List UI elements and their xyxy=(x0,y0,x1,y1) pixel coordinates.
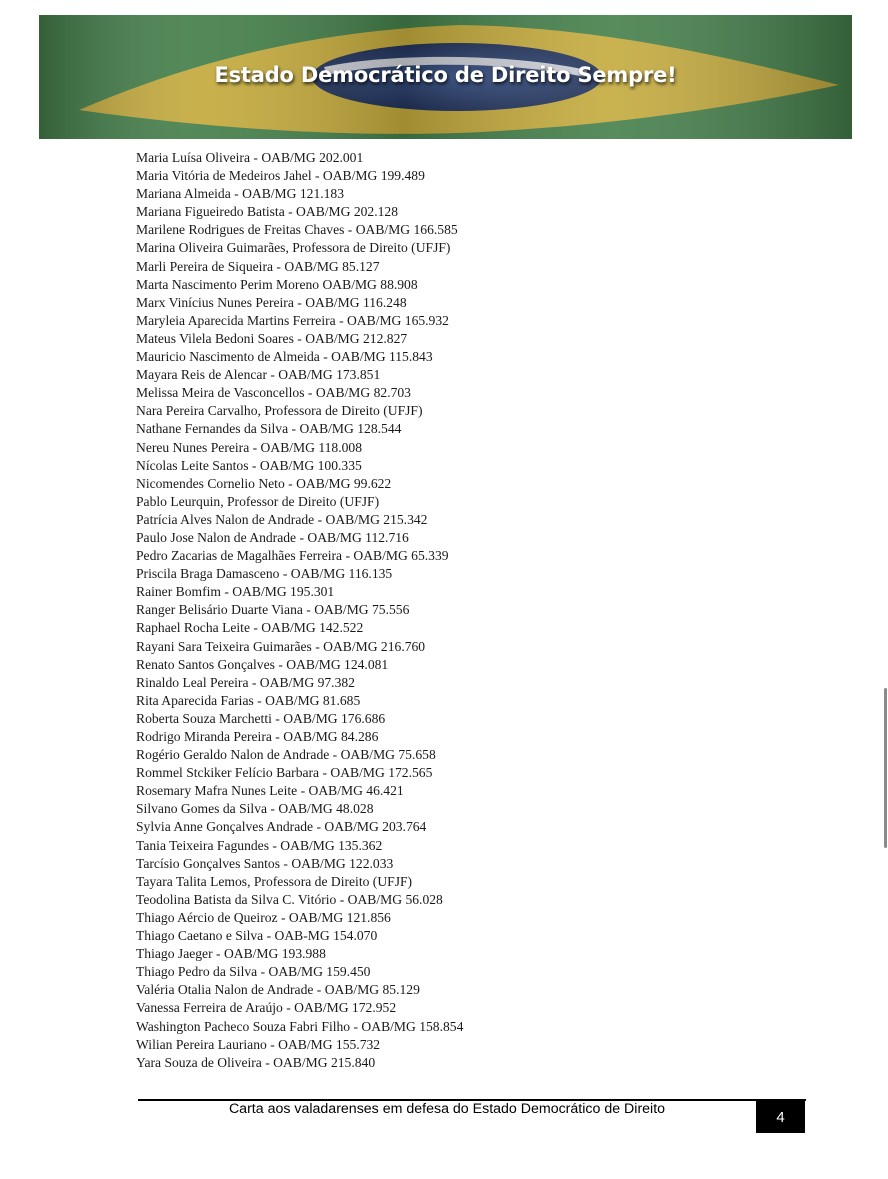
signatory-item: Teodolina Batista da Silva C. Vitório - OAB/MG 56.028 xyxy=(136,891,443,907)
signatory-item: Rita Aparecida Farias - OAB/MG 81.685 xyxy=(136,692,361,708)
signatory-item: Marilene Rodrigues de Freitas Chaves - OAB/MG 166.585 xyxy=(136,222,458,238)
signatory-item: Pedro Zacarias de Magalhães Ferreira - OAB/MG 65.339 xyxy=(136,548,449,564)
signatory-item: Valéria Otalia Nalon de Andrade - OAB/MG 85.129 xyxy=(136,982,420,998)
signatory-item: Paulo Jose Nalon de Andrade - OAB/MG 112.716 xyxy=(136,529,409,545)
signatory-item: Priscila Braga Damasceno - OAB/MG 116.135 xyxy=(136,566,393,582)
signatory-item: Washington Pacheco Souza Fabri Filho - OAB/MG 158.854 xyxy=(136,1018,464,1034)
signatory-item: Thiago Caetano e Silva - OAB-MG 154.070 xyxy=(136,928,378,944)
signatory-item: Marli Pereira de Siqueira - OAB/MG 85.127 xyxy=(136,258,380,274)
signatory-item: Maria Luísa Oliveira - OAB/MG 202.001 xyxy=(136,150,364,165)
signatory-item: Mauricio Nascimento de Almeida - OAB/MG 115.843 xyxy=(136,349,433,365)
signatory-item: Rinaldo Leal Pereira - OAB/MG 97.382 xyxy=(136,674,355,690)
signatory-item: Rayani Sara Teixeira Guimarães - OAB/MG 216.760 xyxy=(136,638,426,654)
signatory-item: Tarcísio Gonçalves Santos - OAB/MG 122.033 xyxy=(136,855,394,871)
signatory-item: Thiago Jaeger - OAB/MG 193.988 xyxy=(136,946,326,962)
signatory-item: Nara Pereira Carvalho, Professora de Direito (UFJF) xyxy=(136,403,423,419)
signatory-item: Vanessa Ferreira de Araújo - OAB/MG 172.952 xyxy=(136,1000,397,1016)
signatory-list xyxy=(136,149,463,1072)
signatory-item: Maria Vitória de Medeiros Jahel - OAB/MG 199.489 xyxy=(136,168,425,184)
signatory-item: Nícolas Leite Santos - OAB/MG 100.335 xyxy=(136,457,362,473)
signatory-item: Pablo Leurquin, Professor de Direito (UFJF) xyxy=(136,493,380,509)
signatory-item: Mariana Figueiredo Batista - OAB/MG 202.128 xyxy=(136,204,399,220)
banner-title: Estado Democrático de Direito Sempre! xyxy=(214,63,677,87)
signatory-item: Melissa Meira de Vasconcellos - OAB/MG 82.703 xyxy=(136,385,411,401)
page-number: 4 xyxy=(756,1101,805,1133)
signatory-item: Ranger Belisário Duarte Viana - OAB/MG 75.556 xyxy=(136,602,410,618)
signatory-item: Nereu Nunes Pereira - OAB/MG 118.008 xyxy=(136,439,363,455)
signatory-item: Rosemary Mafra Nunes Leite - OAB/MG 46.421 xyxy=(136,783,404,799)
signatory-item: Nicomendes Cornelio Neto - OAB/MG 99.622 xyxy=(136,475,392,491)
signatory-item: Mariana Almeida - OAB/MG 121.183 xyxy=(136,186,345,202)
signatory-item: Renato Santos Gonçalves - OAB/MG 124.081 xyxy=(136,656,389,672)
scroll-edge-indicator xyxy=(884,688,887,848)
header-banner xyxy=(39,15,852,139)
signatory-item: Mateus Vilela Bedoni Soares - OAB/MG 212.827 xyxy=(136,330,408,346)
signatory-item: Marina Oliveira Guimarães, Professora de Direito (UFJF) xyxy=(136,240,451,256)
signatory-item: Rommel Stckiker Felício Barbara - OAB/MG 172.565 xyxy=(136,765,433,781)
signatory-item: Rodrigo Miranda Pereira - OAB/MG 84.286 xyxy=(136,729,379,744)
signatory-item: Tayara Talita Lemos, Professora de Direito (UFJF) xyxy=(136,873,413,889)
signatory-item: Sylvia Anne Gonçalves Andrade - OAB/MG 203.764 xyxy=(136,819,427,835)
signatory-item: Mayara Reis de Alencar - OAB/MG 173.851 xyxy=(136,367,381,383)
signatory-item: Nathane Fernandes da Silva - OAB/MG 128.544 xyxy=(136,421,402,437)
signatory-item: Marta Nascimento Perim Moreno OAB/MG 88.908 xyxy=(136,276,418,292)
footer-text: Carta aos valadarenses em defesa do Estado Democrático de Direito xyxy=(228,1101,666,1117)
signatory-item: Silvano Gomes da Silva - OAB/MG 48.028 xyxy=(136,801,374,817)
signatory-item: Thiago Aércio de Queiroz - OAB/MG 121.856 xyxy=(136,909,391,925)
signatory-item: Wilian Pereira Lauriano - OAB/MG 155.732 xyxy=(136,1036,381,1052)
signatory-item: Thiago Pedro da Silva - OAB/MG 159.450 xyxy=(136,964,371,980)
signatory-item: Rogério Geraldo Nalon de Andrade - OAB/MG 75.658 xyxy=(136,747,436,763)
signatory-item: Maryleia Aparecida Martins Ferreira - OAB/MG 165.932 xyxy=(136,312,449,328)
signatory-item: Yara Souza de Oliveira - OAB/MG 215.840 xyxy=(136,1054,376,1070)
signatory-item: Tania Teixeira Fagundes - OAB/MG 135.362 xyxy=(136,837,383,853)
signatory-item: Patrícia Alves Nalon de Andrade - OAB/MG 215.342 xyxy=(136,511,428,527)
signatory-item: Roberta Souza Marchetti - OAB/MG 176.686 xyxy=(136,710,386,726)
signatory-item: Marx Vinícius Nunes Pereira - OAB/MG 116.248 xyxy=(136,294,407,310)
signatory-item: Raphael Rocha Leite - OAB/MG 142.522 xyxy=(136,620,364,636)
signatory-item: Rainer Bomfim - OAB/MG 195.301 xyxy=(136,584,335,600)
